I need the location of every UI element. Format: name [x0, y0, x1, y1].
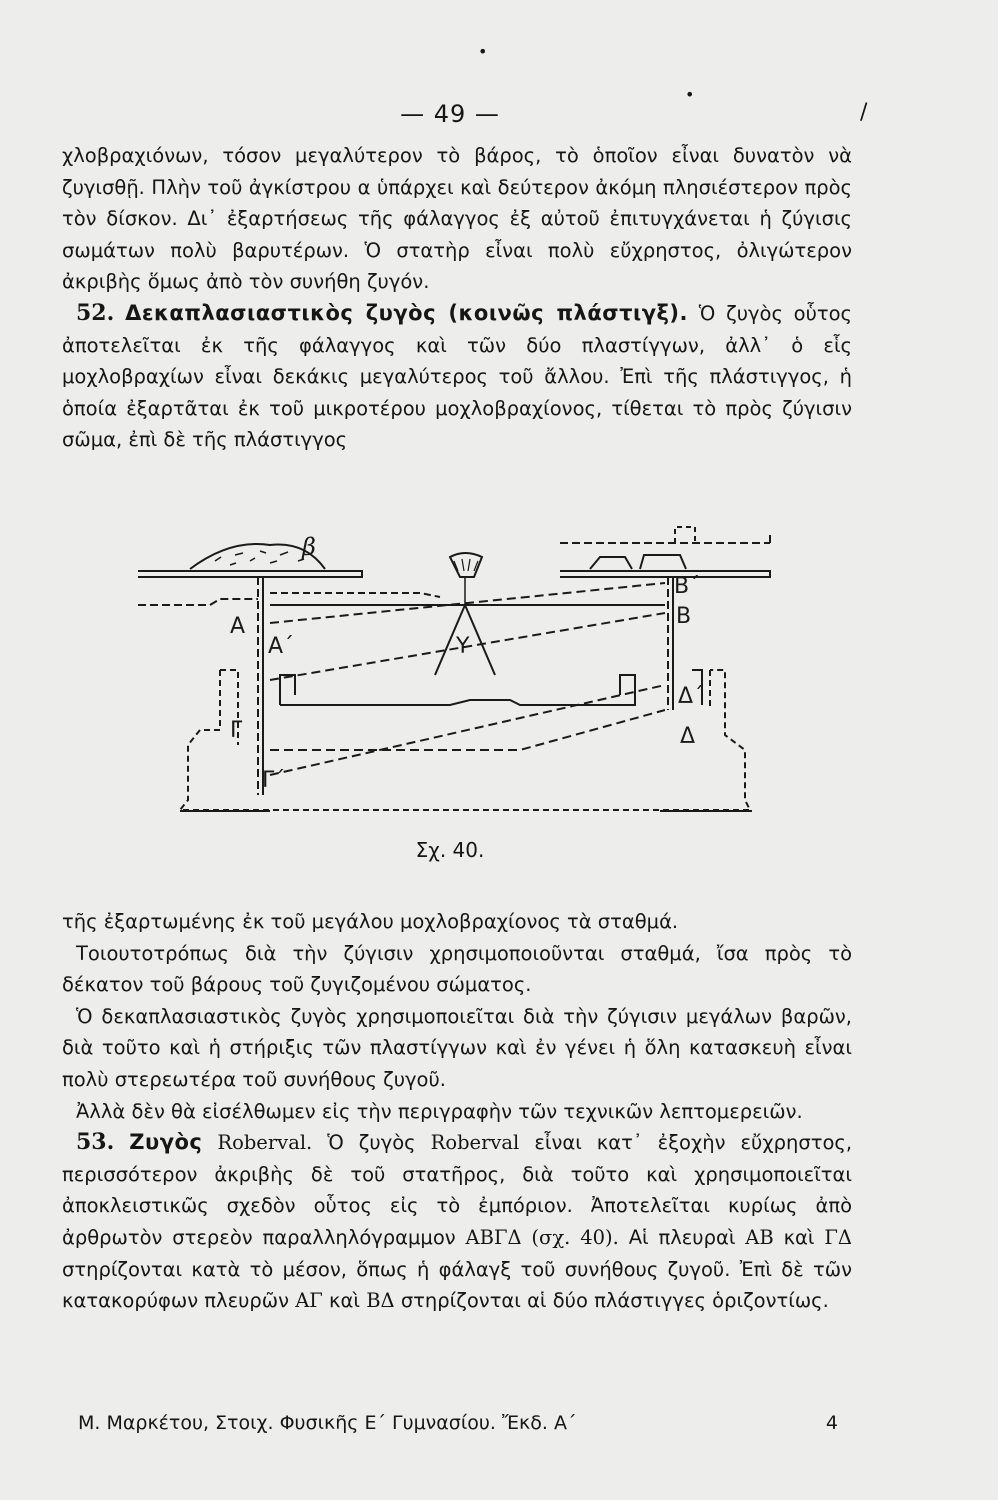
section-number: 53.: [76, 1129, 115, 1156]
left-beam: [138, 599, 258, 605]
label-A: A: [230, 614, 246, 639]
weight-1: [590, 557, 632, 569]
section-title-roman: Roberval.: [217, 1131, 313, 1155]
right-pan: [560, 571, 770, 577]
figure-caption: Σχ. 40.: [415, 838, 485, 862]
section-text: καὶ: [783, 1225, 815, 1249]
decimal-balance-diagram: [120, 505, 810, 835]
section-text: Ὁ ζυγὸς: [327, 1131, 416, 1155]
paragraph-weights: Τοιουτοτρόπως διὰ τὴν ζύγισιν χρησιμοποιοῦνται σταθμά, ἴσα πρὸς τὸ δέκατον τοῦ βάρους τοῦ ζυγιζομένου σώματος.: [62, 941, 852, 997]
footer-signature: 4: [825, 1412, 838, 1434]
section-text: Ὁ ζυγὸς οὗτος ἀποτελεῖται ἐκ τῆς φάλαγγος καὶ τῶν δύο πλαστίγγων, ἀλλ᾽ ὁ εἷς μοχλοβραχίων εἶναι δεκάκις μεγαλύτερος τοῦ ἄλλου. Ἐπὶ τῆς πλάστιγγος, ἡ ὁποία ἐξαρτᾶται ἐκ τοῦ μικροτέρου μοχλοβραχίονος, τίθεται τὸ πρὸς ζύγισιν σῶμα, ἐπὶ δὲ τῆς πλάστιγγος: [62, 301, 853, 452]
paragraph-continuation: τῆς ἐξαρτωμένης ἐκ τοῦ μεγάλου μοχλοβραχίονος τὰ σταθμά.: [62, 910, 679, 933]
paragraph-details: Ἀλλὰ δὲν θὰ εἰσέλθωμεν εἰς τὴν περιγραφὴν τῶν τεχνικῶν λεπτομερειῶν.: [76, 1099, 803, 1123]
paragraph-steelyard: χλοβραχιόνων, τόσον μεγαλύτερον τὸ βάρος, τὸ ὁποῖον εἶναι δυνατὸν νὰ ζυγισθῇ. Πλὴν τοῦ ἀγκίστρου α ὑπάρχει καὶ δεύτερον ἀκόμη πλησιέστερον πρὸς τὸν δίσκον. Δι᾽ ἐξαρτήσεως τῆς φάλαγγος ἐξ αὐτοῦ ἐπιτυγχάνεται ἡ ζύγισις σωμάτων πολὺ βαρυτέρων. Ὁ στατὴρ εἶναι πολὺ εὔχρηστος, ὀλιγώτερον ἀκριβὴς ὅμως ἀπὸ τὸν συνήθη ζυγόν.: [62, 144, 852, 294]
speck: •: [685, 85, 695, 104]
section-text: στηρίζονται κατὰ τὸ μέσον, ὅπως ἡ φάλαγξ τοῦ συνήθους ζυγοῦ. Ἐπὶ δὲ τῶν κατακορύφων πλευρῶν: [62, 1257, 852, 1313]
page-footer: [78, 1412, 838, 1434]
weight-2: [640, 555, 686, 569]
figure-40: [120, 505, 810, 835]
label-Delta-prime: Δ΄: [678, 684, 705, 709]
roman-term: Roberval: [430, 1131, 520, 1155]
section-52: [62, 298, 852, 456]
label-A-prime: A΄: [268, 634, 295, 659]
section-number: 52.: [76, 299, 115, 326]
bottom-text-block: [62, 906, 852, 1317]
paragraph-usage: Ὁ δεκαπλασιαστικὸς ζυγὸς χρησιμοποιεῖται διὰ τὴν ζύγισιν μεγάλων βαρῶν, διὰ τοῦτο καὶ ἡ στήριξις τῶν πλαστίγγων καὶ ἐν γένει ἡ ὅλη κατασκευὴ εἶναι πολὺ στερεωτέρα τοῦ συνήθους ζυγοῦ.: [62, 1004, 852, 1091]
base-frame: [280, 675, 635, 705]
roman-term: ΒΔ: [366, 1289, 395, 1313]
main-lever: [270, 583, 665, 623]
section-text: στηρίζονται αἱ δύο πλάστιγγες ὁριζοντίως.: [400, 1289, 829, 1313]
section-title: Δεκαπλασιαστικὸς ζυγὸς (κοινῶς πλάστιγξ).: [125, 300, 688, 325]
footer-author: Μ. Μαρκέτου, Στοιχ. Φυσικῆς Ε΄ Γυμνασίου. Ἔκδ. Α΄: [78, 1412, 577, 1434]
section-53: [62, 1127, 852, 1317]
label-Gamma-prime: Γ΄: [262, 768, 286, 793]
top-text-block: [62, 140, 852, 456]
label-Gamma: Γ: [230, 718, 243, 743]
section-title: Ζυγὸς: [129, 1130, 203, 1155]
roman-term: ΑΒ: [745, 1225, 774, 1249]
label-B: B: [676, 604, 692, 629]
section-text: Αἱ πλευραὶ: [628, 1225, 736, 1249]
page-number: — 49 —: [400, 100, 500, 128]
roman-term: ΑΓ: [295, 1289, 323, 1313]
section-text: καὶ: [329, 1289, 360, 1313]
left-top-dash: [270, 593, 440, 597]
bottom-lever: [270, 685, 665, 775]
label-beta: β: [302, 533, 316, 561]
section-text: εἶναι κατ᾽ ἐξοχὴν εὔχρηστος, περισσότερον ἀκριβὴς δὲ τοῦ στατῆρος, διὰ τοῦτο καὶ χρησιμοποιεῖται ἀποκλειστικῶς σχεδὸν οὗτος εἰς τὸ ἐμπόριον. Ἀποτελεῖται κυρίως ἀπὸ ἀρθρωτὸν στερεὸν παραλληλόγραμμον: [62, 1131, 853, 1249]
roman-term: ΑΒΓΔ (σχ. 40).: [465, 1225, 619, 1249]
label-Y: Υ: [456, 634, 470, 659]
left-pan: [138, 571, 362, 577]
fulcrum-cup: [450, 553, 482, 577]
right-top-block: [675, 527, 695, 543]
roman-term: ΓΔ: [824, 1225, 852, 1249]
label-Delta: Δ: [680, 724, 696, 749]
corner-mark: /: [860, 100, 868, 125]
fulcrum-hatch: [454, 559, 478, 571]
speck: •: [478, 42, 488, 61]
heap-texture: [215, 551, 304, 565]
label-B-prime: B΄: [674, 574, 701, 599]
base-left-post: [280, 675, 295, 705]
